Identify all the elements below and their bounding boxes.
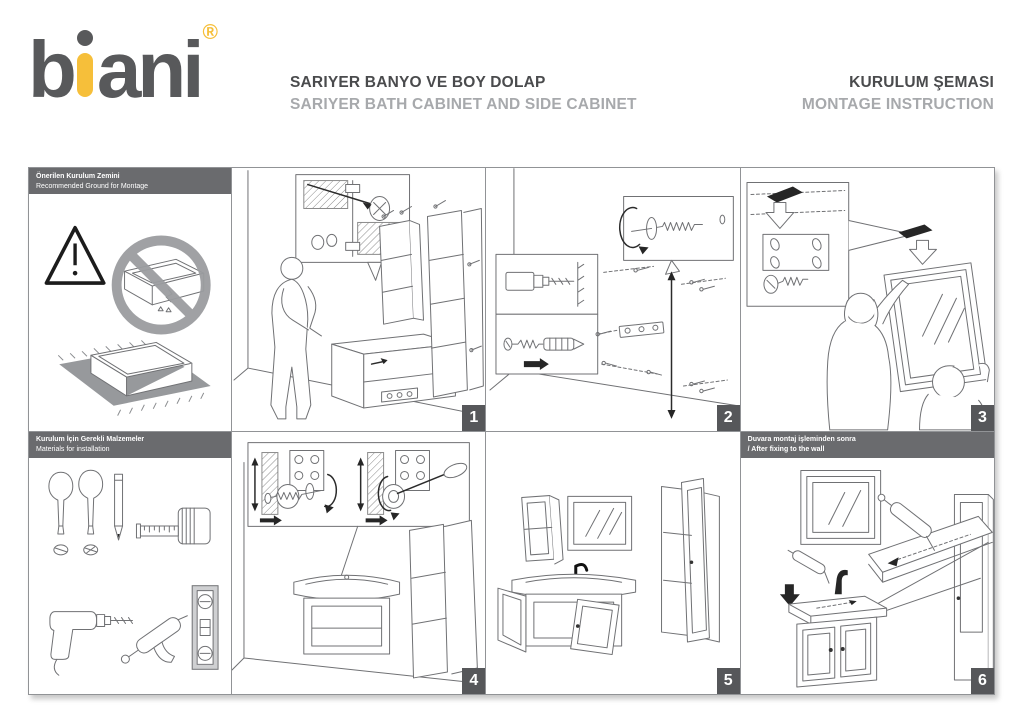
step-5-illustration bbox=[486, 432, 739, 695]
tape-measure-icon bbox=[136, 508, 210, 544]
product-title bbox=[290, 72, 637, 116]
step-6-illustration bbox=[741, 458, 994, 695]
panel-header-ground bbox=[29, 168, 231, 194]
drill-icon bbox=[50, 611, 133, 675]
ground-illustration bbox=[29, 194, 231, 431]
ground-title-en: Recommended Ground for Montage bbox=[36, 182, 149, 190]
step-1-illustration bbox=[232, 168, 485, 431]
step-number-badge: 4 bbox=[462, 668, 485, 694]
product-title-tr: SARIYER BANYO VE BOY DOLAP bbox=[290, 74, 546, 91]
spirit-level-icon bbox=[192, 585, 218, 669]
panel-step-6 bbox=[741, 432, 994, 695]
warning-triangle-icon bbox=[46, 228, 103, 283]
flat-screwdriver-icon bbox=[49, 472, 73, 555]
panel-step-2 bbox=[486, 168, 739, 431]
step6-warning-tr: Duvara montaj işleminden sonra bbox=[747, 436, 856, 443]
ground-title-tr: Önerilen Kurulum Zemini bbox=[36, 172, 120, 180]
step-number-badge: 2 bbox=[717, 405, 740, 431]
document-title-tr: KURULUM ŞEMASI bbox=[849, 74, 994, 91]
panel-materials bbox=[29, 432, 231, 695]
panel-step-3 bbox=[741, 168, 994, 431]
document-title bbox=[802, 72, 994, 116]
brand-logo bbox=[28, 21, 218, 114]
product-title-en: SARIYER BATH CABINET AND SIDE CABINET bbox=[290, 96, 637, 113]
step-number-badge: 3 bbox=[971, 405, 994, 431]
panel-step-1 bbox=[232, 168, 485, 431]
carpet-underlay-icon bbox=[58, 340, 210, 415]
panel-step-5 bbox=[486, 432, 739, 695]
logo-yellow-i-icon bbox=[77, 53, 93, 97]
step-number-badge: 6 bbox=[971, 668, 994, 694]
step-2-illustration bbox=[486, 168, 739, 431]
panel-header-step-6-warning bbox=[741, 432, 994, 458]
document-title-en: MONTAGE INSTRUCTION bbox=[801, 96, 994, 113]
panel-step-4 bbox=[232, 432, 485, 695]
materials-title-tr: Kurulum İçin Gerekli Malzemeler bbox=[36, 436, 145, 443]
registered-trademark-icon: ® bbox=[202, 21, 218, 44]
installer-figure bbox=[271, 257, 322, 419]
step-3-illustration bbox=[741, 168, 994, 431]
no-hard-floor-icon bbox=[117, 241, 206, 330]
logo-text-before-i: b bbox=[28, 25, 73, 114]
panel-header-materials bbox=[29, 432, 231, 458]
phillips-screwdriver-icon bbox=[79, 470, 103, 555]
instruction-grid bbox=[28, 167, 995, 695]
materials-illustration bbox=[29, 458, 231, 695]
logo-text-after-i: ani bbox=[96, 25, 201, 114]
step-4-illustration bbox=[232, 432, 485, 695]
step6-warning-en: / After fixing to the wall bbox=[747, 446, 825, 453]
step-number-badge: 5 bbox=[717, 668, 740, 694]
materials-title-en: Materials for installation bbox=[36, 446, 110, 453]
panel-recommended-ground bbox=[29, 168, 231, 431]
pencil-icon bbox=[115, 474, 123, 540]
step-number-badge: 1 bbox=[462, 405, 485, 431]
